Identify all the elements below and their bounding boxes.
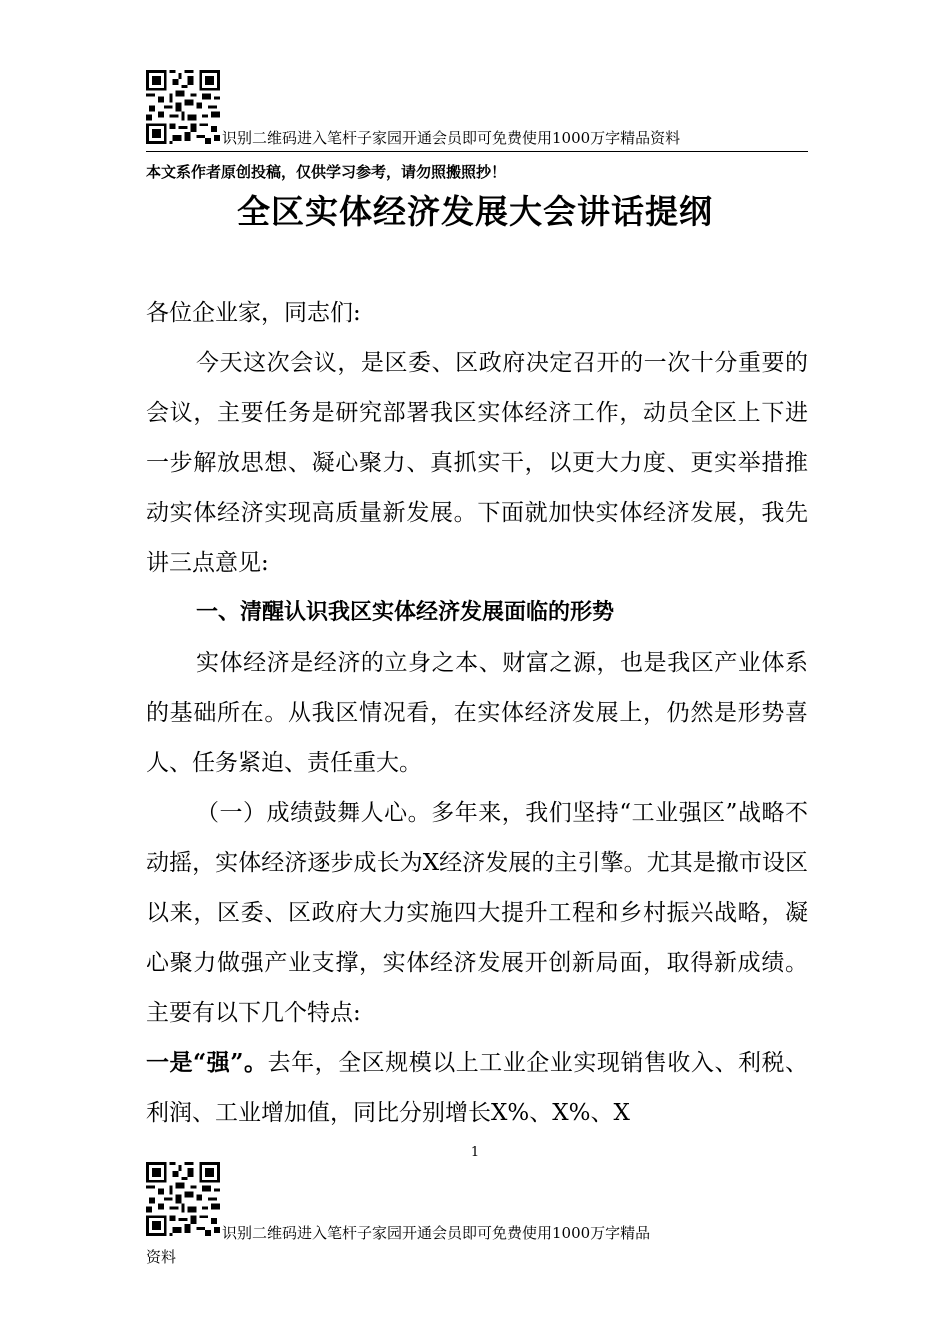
header-divider (146, 151, 808, 152)
paragraph: 实体经济是经济的立身之本、财富之源，也是我区产业体系的基础所在。从我区情况看，在实体经济发展上，仍然是形势喜人、任务紧迫、责任重大。 (146, 650, 808, 776)
highlight-label: 一是“强”。 (146, 1049, 268, 1076)
paragraph: （一）成绩鼓舞人心。多年来，我们坚持“工业强区”战略不动摇，实体经济逐步成长为X经济发展的主引擎。尤其是撤市设区以来，区委、区政府大力实施四大提升工程和乡村振兴战略，凝心聚力做强产业支撑，实体经济发展开创新局面，取得新成绩。主要有以下几个特点: (146, 800, 808, 1026)
salutation: 各位企业家，同志们: (146, 300, 361, 326)
paragraph-text: 去年，全区规模以上工业企业实现销售收入、利税、利润、工业增加值，同比分别增长X%、X%、X (146, 1050, 808, 1126)
copyright-notice: 本文系作者原创投稿，仅供学习参考，请勿照搬照抄！ (146, 163, 507, 181)
qr-code-icon (146, 70, 220, 144)
qr-code-icon (146, 1162, 220, 1236)
document-title: 全区实体经济发展大会讲话提纲 (237, 192, 713, 231)
paragraph: 今天这次会议，是区委、区政府决定召开的一次十分重要的会议，主要任务是研究部署我区实体经济工作，动员全区上下进一步解放思想、凝心聚力、真抓实干，以更大力度、更实举措推动实体经济实现高质量新发展。下面就加快实体经济发展，我先讲三点意见: (146, 350, 808, 576)
document-body (146, 288, 808, 1138)
footer-promo-line-2: 资料 (146, 1248, 177, 1266)
paragraph (146, 1038, 808, 1138)
footer-promo-line-1: 识别二维码进入笔杆子家园开通会员即可免费使用1000万字精品 (222, 1224, 651, 1242)
page-number: 1 (470, 1145, 480, 1160)
section-heading: 一、清醒认识我区实体经济发展面临的形势 (196, 600, 615, 625)
header-promo-text: 识别二维码进入笔杆子家园开通会员即可免费使用1000万字精品资料 (222, 129, 681, 147)
